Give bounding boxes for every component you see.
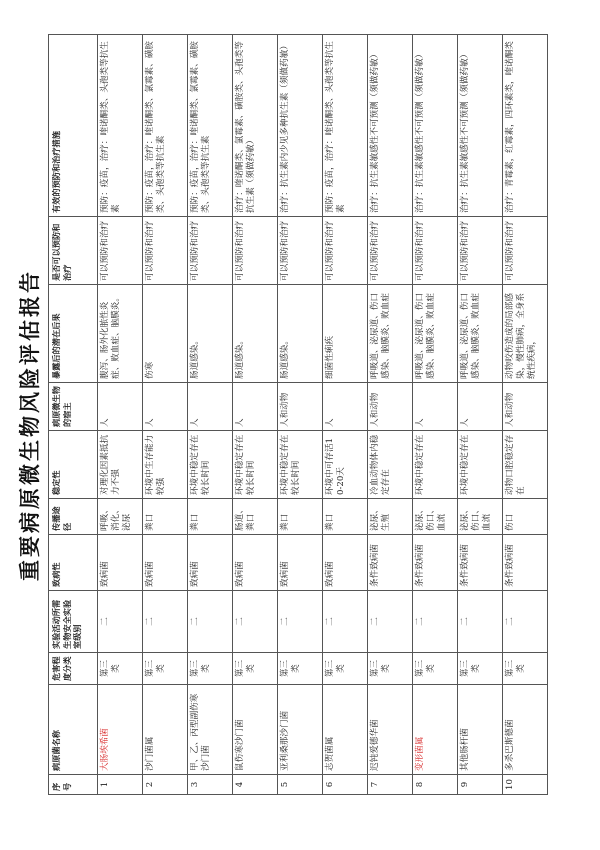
stability: 环境中生存能力较强 <box>143 431 188 499</box>
stability: 冷血动物体内稳定存在 <box>368 431 413 499</box>
header-cell: 是否可以预防和治疗 <box>49 217 98 285</box>
stability: 环境中稳定存在较长时间 <box>233 431 278 499</box>
hazard-class: 第三类 <box>503 653 548 685</box>
stability: 对理化因素抵抗力不强 <box>98 431 143 499</box>
table-row <box>98 35 143 795</box>
pathogen-name: 鼠伤寒沙门菌 <box>233 685 278 775</box>
row-number: 10 <box>503 775 548 795</box>
preventable: 可以预防和治疗 <box>233 217 278 285</box>
prevention-measures: 预防：疫苗，治疗：喹诺酮类、氯霉素、磺胺类、头孢类等抗生素 <box>143 35 188 217</box>
transmission-route: 粪口 <box>278 499 323 535</box>
hazard-class: 第三类 <box>188 653 233 685</box>
transmission-route: 泌尿、伤口、血流 <box>413 499 458 535</box>
pathogen-name: 志贺菌属 <box>323 685 368 775</box>
header-cell: 病原微生物的宿主 <box>49 383 98 431</box>
exposure-consequence: 肠道感染。 <box>233 285 278 383</box>
host: 人 <box>233 383 278 431</box>
header-cell: 致病性 <box>49 535 98 591</box>
preventable: 可以预防和治疗 <box>503 217 548 285</box>
header-cell: 病原菌名称 <box>49 685 98 775</box>
prevention-measures: 治疗：抗生素敏感性不可预测（须做药敏） <box>458 35 503 217</box>
row-number: 9 <box>458 775 503 795</box>
prevention-measures: 预防：疫苗，治疗：喹诺酮类、头孢类等抗生素 <box>98 35 143 217</box>
lab-level: 二 <box>368 591 413 653</box>
exposure-consequence: 肠道感染。 <box>188 285 233 383</box>
table-row <box>143 35 188 795</box>
hazard-class: 第三类 <box>278 653 323 685</box>
header-cell: 有效的预防和治疗措施 <box>49 35 98 217</box>
host: 人 <box>458 383 503 431</box>
header-cell: 暴露后的潜在后果 <box>49 285 98 383</box>
header-cell: 序号 <box>49 775 98 795</box>
pathogen-name: 变形菌属 <box>413 685 458 775</box>
host: 人 <box>98 383 143 431</box>
table-row <box>458 35 503 795</box>
transmission-route: 呼吸、消化、泌尿 <box>98 499 143 535</box>
preventable: 可以预防和治疗 <box>98 217 143 285</box>
pathogenicity: 致病菌 <box>233 535 278 591</box>
preventable: 可以预防和治疗 <box>368 217 413 285</box>
exposure-consequence: 腹泻、肠外化脓性炎症、败血症、脑膜炎。 <box>98 285 143 383</box>
prevention-measures: 治疗：抗生素敏感性不可预测（须做药敏） <box>368 35 413 217</box>
lab-level: 二 <box>278 591 323 653</box>
header-cell: 稳定性 <box>49 431 98 499</box>
host: 人和动物 <box>278 383 323 431</box>
pathogenicity: 致病菌 <box>323 535 368 591</box>
transmission-route: 粪口 <box>188 499 233 535</box>
transmission-route: 肠道、粪口 <box>233 499 278 535</box>
exposure-consequence: 呼吸道、泌尿道、伤口感染、脑膜炎、败血症 <box>368 285 413 383</box>
pathogen-name: 沙门菌属 <box>143 685 188 775</box>
preventable: 可以预防和治疗 <box>143 217 188 285</box>
header-cell: 传播途径 <box>49 499 98 535</box>
table-row <box>503 35 548 795</box>
row-number: 7 <box>368 775 413 795</box>
table-row <box>233 35 278 795</box>
prevention-measures: 治疗：抗生素敏感性不可预测（须做药敏） <box>413 35 458 217</box>
lab-level: 二 <box>188 591 233 653</box>
transmission-route: 粪口 <box>143 499 188 535</box>
hazard-class: 第三类 <box>98 653 143 685</box>
transmission-route: 伤口 <box>503 499 548 535</box>
prevention-measures: 治疗：青霉素，红霉素，四环素类，喹诺酮类 <box>503 35 548 217</box>
row-number: 1 <box>98 775 143 795</box>
row-number: 6 <box>323 775 368 795</box>
pathogen-name: 其他肠杆菌 <box>458 685 503 775</box>
header-cell: 实验活动所需生物安全实验室级别 <box>49 591 98 653</box>
prevention-measures: 治疗：喹诺酮类、氯霉素、磺胺类、头孢类等抗生素（须做药敏） <box>233 35 278 217</box>
row-number: 8 <box>413 775 458 795</box>
preventable: 可以预防和治疗 <box>323 217 368 285</box>
row-number: 2 <box>143 775 188 795</box>
host: 人 <box>413 383 458 431</box>
stability: 环境中稳定存在较长时间 <box>188 431 233 499</box>
risk-table <box>48 34 548 795</box>
table-row <box>323 35 368 795</box>
pathogenicity: 致病菌 <box>188 535 233 591</box>
lab-level: 二 <box>503 591 548 653</box>
host: 人和动物 <box>503 383 548 431</box>
stability: 动物口腔稳定存在 <box>503 431 548 499</box>
pathogen-name: 甲、乙、丙型副伤寒沙门菌 <box>188 685 233 775</box>
exposure-consequence: 伤寒 <box>143 285 188 383</box>
hazard-class: 第三类 <box>368 653 413 685</box>
hazard-class: 第三类 <box>458 653 503 685</box>
lab-level: 二 <box>413 591 458 653</box>
table-row <box>278 35 323 795</box>
exposure-consequence: 肠道感染。 <box>278 285 323 383</box>
stability: 环境中稳定存在较长时间 <box>278 431 323 499</box>
preventable: 可以预防和治疗 <box>188 217 233 285</box>
lab-level: 二 <box>233 591 278 653</box>
prevention-measures: 预防：疫苗，治疗：喹诺酮类、头孢类等抗生素 <box>323 35 368 217</box>
pathogenicity: 致病菌 <box>143 535 188 591</box>
pathogen-name: 迟钝爱德华菌 <box>368 685 413 775</box>
exposure-consequence: 呼吸道、泌尿道、伤口感染、脑膜炎、败血症 <box>458 285 503 383</box>
pathogen-name: 多杀巴斯德菌 <box>503 685 548 775</box>
hazard-class: 第三类 <box>233 653 278 685</box>
table-row <box>368 35 413 795</box>
table-row <box>188 35 233 795</box>
stability: 环境中稳定存在 <box>413 431 458 499</box>
row-number: 5 <box>278 775 323 795</box>
row-number: 3 <box>188 775 233 795</box>
host: 人 <box>188 383 233 431</box>
exposure-consequence: 细菌性痢疾 <box>323 285 368 383</box>
lab-level: 二 <box>98 591 143 653</box>
transmission-route: 泌尿、伤口、血流 <box>458 499 503 535</box>
hazard-class: 第三类 <box>143 653 188 685</box>
hazard-class: 第三类 <box>323 653 368 685</box>
table-body <box>98 35 548 795</box>
prevention-measures: 预防：疫苗，治疗：喹诺酮类、氯霉素、磺胺类、头孢类等抗生素 <box>188 35 233 217</box>
stability: 环境中稳定存在 <box>458 431 503 499</box>
transmission-route: 粪口 <box>323 499 368 535</box>
preventable: 可以预防和治疗 <box>278 217 323 285</box>
pathogenicity: 条件致病菌 <box>458 535 503 591</box>
preventable: 可以预防和治疗 <box>458 217 503 285</box>
pathogenicity: 致病菌 <box>98 535 143 591</box>
preventable: 可以预防和治疗 <box>413 217 458 285</box>
lab-level: 二 <box>323 591 368 653</box>
pathogen-name: 大肠埃希菌 <box>98 685 143 775</box>
pathogen-name: 亚利桑那沙门菌 <box>278 685 323 775</box>
pathogenicity: 条件致病菌 <box>368 535 413 591</box>
prevention-measures: 治疗：抗生素内少见多种抗生素（须做药敏） <box>278 35 323 217</box>
row-number: 4 <box>233 775 278 795</box>
transmission-route: 泌尿、生殖 <box>368 499 413 535</box>
exposure-consequence: 动物咬伤造成的局部感染，慢性肺病，全身系统性疾病， <box>503 285 548 383</box>
host: 人 <box>323 383 368 431</box>
stability: 环境中可存活10-20天 <box>323 431 368 499</box>
exposure-consequence: 呼吸道、泌尿道、伤口感染、脑膜炎、败血症 <box>413 285 458 383</box>
header-cell: 危害程度分类 <box>49 653 98 685</box>
lab-level: 二 <box>143 591 188 653</box>
header-row <box>49 35 98 795</box>
pathogenicity: 条件致病菌 <box>413 535 458 591</box>
page-title: 重要病原微生物风险评估报告 <box>17 269 42 581</box>
table-row <box>413 35 458 795</box>
host: 人 <box>143 383 188 431</box>
hazard-class: 第三类 <box>413 653 458 685</box>
host: 人和动物 <box>368 383 413 431</box>
pathogenicity: 条件致病菌 <box>503 535 548 591</box>
pathogenicity: 致病菌 <box>278 535 323 591</box>
lab-level: 二 <box>458 591 503 653</box>
